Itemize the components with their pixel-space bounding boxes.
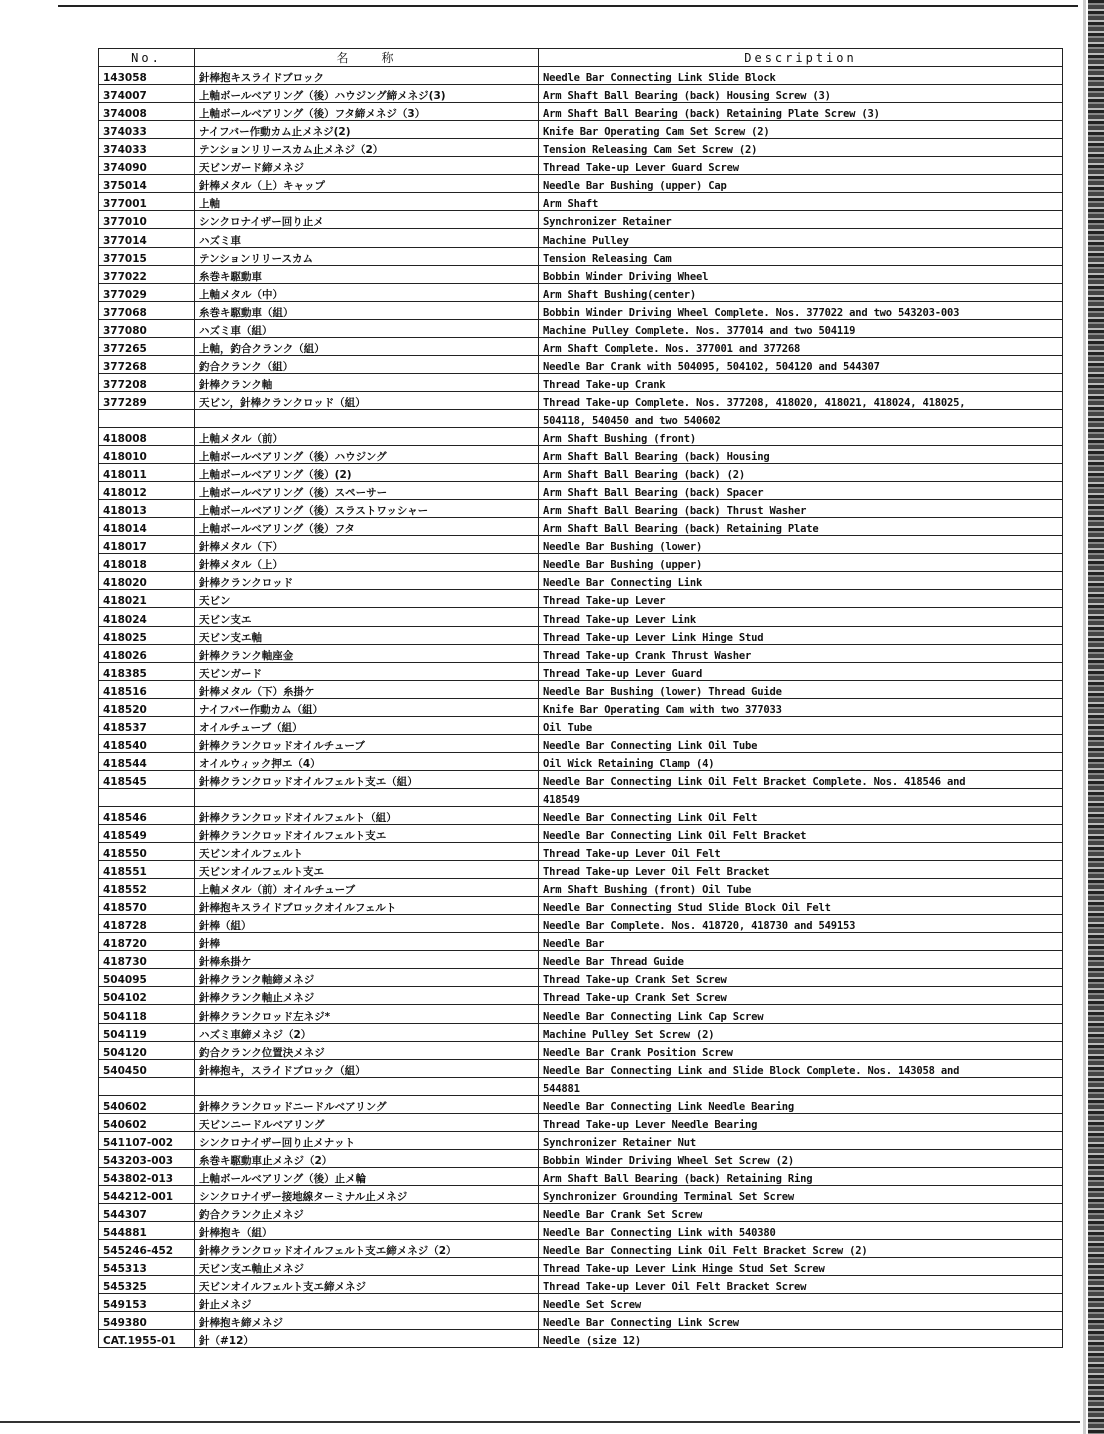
part-number-cell: 549380 [99,1312,195,1330]
table-row [99,1113,1063,1131]
description-cell: Needle Bar Connecting Link Oil Felt [539,806,1063,824]
japanese-name-cell: 針棒抱キ，スライドブロック（組） [195,1059,539,1077]
part-number-cell: 418720 [99,933,195,951]
table-row [99,464,1063,482]
description-cell: Synchronizer Grounding Terminal Set Screw [539,1185,1063,1203]
japanese-name-cell: 針棒抱キスライドブロックオイルフェルト [195,897,539,915]
table-row [99,1131,1063,1149]
part-number-cell: 377068 [99,301,195,319]
part-number-cell: 418540 [99,734,195,752]
description-cell: 418549 [539,788,1063,806]
description-cell: Needle Bar Crank Set Screw [539,1204,1063,1222]
japanese-name-cell: テンションリリースカム止メネジ（2） [195,139,539,157]
description-cell: Needle Bar Bushing (lower) [539,536,1063,554]
japanese-name-cell: ナイフバー作動カム（組） [195,698,539,716]
table-row [99,662,1063,680]
japanese-name-cell: 上軸ボールベアリング（後）ハウジング締メネジ(3) [195,85,539,103]
description-cell: Needle Bar Complete. Nos. 418720, 418730 and 549153 [539,915,1063,933]
japanese-name-cell: 針棒 [195,933,539,951]
table-row [99,1077,1063,1095]
parts-table [98,48,1063,1348]
part-number-cell: 418017 [99,536,195,554]
description-cell: Bobbin Winder Driving Wheel Complete. Nos. 377022 and two 543203-003 [539,301,1063,319]
japanese-name-cell: ナイフバー作動カム止メネジ(2) [195,121,539,139]
description-cell: Needle Bar Bushing (lower) Thread Guide [539,680,1063,698]
table-row [99,897,1063,915]
part-number-cell: 418546 [99,806,195,824]
table-row [99,590,1063,608]
japanese-name-cell: 針棒メタル（上）キャップ [195,175,539,193]
part-number-cell: 504120 [99,1041,195,1059]
description-cell: Needle Bar Connecting Link Cap Screw [539,1005,1063,1023]
description-cell: Machine Pulley Set Screw (2) [539,1023,1063,1041]
description-cell: Needle Bar Connecting Link Needle Bearing [539,1095,1063,1113]
japanese-name-cell [195,409,539,427]
table-row [99,698,1063,716]
part-number-cell: 377265 [99,337,195,355]
part-number-cell: 418730 [99,951,195,969]
scan-edge-shadow [1083,0,1086,1434]
part-number-cell: 374033 [99,139,195,157]
part-number-cell: 418024 [99,608,195,626]
top-rule [58,5,1078,7]
table-row [99,825,1063,843]
table-row [99,103,1063,121]
header-name: 名 称 [195,49,539,67]
description-cell: Arm Shaft Ball Bearing (back) Thrust Washer [539,500,1063,518]
part-number-cell: 545313 [99,1258,195,1276]
table-row [99,626,1063,644]
part-number-cell: 374090 [99,157,195,175]
table-row [99,734,1063,752]
part-number-cell: 374033 [99,121,195,139]
description-cell: Thread Take-up Crank Set Screw [539,987,1063,1005]
part-number-cell: 545325 [99,1276,195,1294]
table-row [99,969,1063,987]
japanese-name-cell [195,1077,539,1095]
part-number-cell: 504095 [99,969,195,987]
table-row [99,265,1063,283]
description-cell: Needle Bar Connecting Link with 540380 [539,1222,1063,1240]
description-cell: Needle Bar Connecting Link [539,572,1063,590]
part-number-cell: 540602 [99,1113,195,1131]
description-cell: Needle Bar Bushing (upper) [539,554,1063,572]
description-cell: Needle Bar Connecting Link Oil Felt Bracket Complete. Nos. 418546 and [539,770,1063,788]
part-number-cell: 377080 [99,319,195,337]
table-row [99,211,1063,229]
table-row [99,716,1063,734]
japanese-name-cell: 上軸メタル（前）オイルチューブ [195,879,539,897]
part-number-cell: 377208 [99,373,195,391]
japanese-name-cell: 針棒メタル（下） [195,536,539,554]
description-cell: Arm Shaft Ball Bearing (back) (2) [539,464,1063,482]
description-cell: Thread Take-up Lever Link Hinge Stud [539,626,1063,644]
description-cell: Thread Take-up Lever [539,590,1063,608]
description-cell: Needle Bar Thread Guide [539,951,1063,969]
table-row [99,193,1063,211]
description-cell: Tension Releasing Cam Set Screw (2) [539,139,1063,157]
description-cell: Needle Bar Connecting Link Oil Tube [539,734,1063,752]
description-cell: Thread Take-up Lever Oil Felt Bracket [539,861,1063,879]
part-number-cell: 374007 [99,85,195,103]
table-row [99,482,1063,500]
table-row [99,1222,1063,1240]
japanese-name-cell: 釣合クランク（組） [195,355,539,373]
japanese-name-cell: 針棒糸掛ケ [195,951,539,969]
table-row [99,1258,1063,1276]
description-cell: Synchronizer Retainer [539,211,1063,229]
table-row [99,229,1063,247]
japanese-name-cell: 糸巻キ駆動車止メネジ（2） [195,1149,539,1167]
japanese-name-cell: 針棒抱キ締メネジ [195,1312,539,1330]
description-cell: Arm Shaft [539,193,1063,211]
japanese-name-cell: シンクロナイザー回り止メナット [195,1131,539,1149]
table-row [99,157,1063,175]
part-number-cell: 544307 [99,1204,195,1222]
japanese-name-cell: 針棒クランクロッドニードルベアリング [195,1095,539,1113]
japanese-name-cell: テンションリリースカム [195,247,539,265]
japanese-name-cell: 針棒抱キ（組） [195,1222,539,1240]
japanese-name-cell: ハズミ車締メネジ（2） [195,1023,539,1041]
table-row [99,572,1063,590]
table-row [99,987,1063,1005]
japanese-name-cell: 針止メネジ [195,1294,539,1312]
table-row [99,1095,1063,1113]
japanese-name-cell: シンクロナイザー回り止メ [195,211,539,229]
japanese-name-cell: 天ビンガード締メネジ [195,157,539,175]
table-row [99,446,1063,464]
part-number-cell: 418020 [99,572,195,590]
part-number-cell: 504118 [99,1005,195,1023]
part-number-cell: 418551 [99,861,195,879]
table-row [99,770,1063,788]
part-number-cell: 418013 [99,500,195,518]
part-number-cell: 377289 [99,391,195,409]
japanese-name-cell: 針棒メタル（上） [195,554,539,572]
japanese-name-cell: 上軸，釣合クランク（組） [195,337,539,355]
table-row [99,536,1063,554]
part-number-cell: 418011 [99,464,195,482]
description-cell: Thread Take-up Crank [539,373,1063,391]
japanese-name-cell: 針棒クランク軸 [195,373,539,391]
part-number-cell: 418520 [99,698,195,716]
japanese-name-cell: 上軸 [195,193,539,211]
table-row [99,121,1063,139]
description-cell: Knife Bar Operating Cam Set Screw (2) [539,121,1063,139]
table-row [99,500,1063,518]
table-row [99,409,1063,427]
description-cell: Needle Bar Crank with 504095, 504102, 504120 and 544307 [539,355,1063,373]
table-row [99,554,1063,572]
table-row [99,1149,1063,1167]
japanese-name-cell: 針棒クランクロッドオイルフェルト支エ締メネジ（2） [195,1240,539,1258]
table-row [99,788,1063,806]
part-number-cell: 544212-001 [99,1185,195,1203]
table-row [99,355,1063,373]
part-number-cell: 418545 [99,770,195,788]
description-cell: Needle Bar Crank Position Screw [539,1041,1063,1059]
part-number-cell: 377268 [99,355,195,373]
description-cell: Machine Pulley Complete. Nos. 377014 and two 504119 [539,319,1063,337]
part-number-cell: 374008 [99,103,195,121]
description-cell: Machine Pulley [539,229,1063,247]
description-cell: Thread Take-up Lever Oil Felt [539,843,1063,861]
description-cell: Thread Take-up Complete. Nos. 377208, 418020, 418021, 418024, 418025, [539,391,1063,409]
part-number-cell: 377029 [99,283,195,301]
table-row [99,67,1063,85]
japanese-name-cell: 針棒クランク軸締メネジ [195,969,539,987]
part-number-cell: 543203-003 [99,1149,195,1167]
table-row [99,879,1063,897]
description-cell: Thread Take-up Lever Needle Bearing [539,1113,1063,1131]
description-cell: Arm Shaft Ball Bearing (back) Retaining Ring [539,1167,1063,1185]
description-cell: Needle (size 12) [539,1330,1063,1348]
table-row [99,915,1063,933]
japanese-name-cell: 上軸ボールベアリング（後）フタ [195,518,539,536]
table-row [99,1005,1063,1023]
part-number-cell: 418570 [99,897,195,915]
part-number-cell: 418385 [99,662,195,680]
table-row [99,608,1063,626]
description-cell: Oil Wick Retaining Clamp (4) [539,752,1063,770]
part-number-cell: 418537 [99,716,195,734]
description-cell: Arm Shaft Bushing (front) Oil Tube [539,879,1063,897]
description-cell: Synchronizer Retainer Nut [539,1131,1063,1149]
description-cell: Arm Shaft Ball Bearing (back) Spacer [539,482,1063,500]
part-number-cell: 418008 [99,427,195,445]
table-row [99,337,1063,355]
part-number-cell: 504102 [99,987,195,1005]
japanese-name-cell: 上軸ボールベアリング（後）止メ輪 [195,1167,539,1185]
table-row [99,1240,1063,1258]
part-number-cell: 541107-002 [99,1131,195,1149]
part-number-cell: 143058 [99,67,195,85]
part-number-cell: 418010 [99,446,195,464]
part-number-cell: 418550 [99,843,195,861]
description-cell: Thread Take-up Lever Guard [539,662,1063,680]
part-number-cell: 545246-452 [99,1240,195,1258]
japanese-name-cell: ハズミ車 [195,229,539,247]
part-number-cell: 544881 [99,1222,195,1240]
description-cell: Thread Take-up Lever Link [539,608,1063,626]
part-number-cell: 377014 [99,229,195,247]
table-row [99,319,1063,337]
table-row [99,1276,1063,1294]
part-number-cell: 549153 [99,1294,195,1312]
japanese-name-cell: 上軸ボールベアリング（後）ハウジング [195,446,539,464]
table-row [99,139,1063,157]
part-number-cell [99,788,195,806]
table-header-row [99,49,1063,67]
table-row [99,1294,1063,1312]
part-number-cell: 418021 [99,590,195,608]
part-number-cell: 418014 [99,518,195,536]
japanese-name-cell: 針棒クランクロッド左ネジ* [195,1005,539,1023]
description-cell: Arm Shaft Ball Bearing (back) Retaining Plate Screw (3) [539,103,1063,121]
japanese-name-cell: 天ビン支エ [195,608,539,626]
part-number-cell: 418544 [99,752,195,770]
japanese-name-cell: 針棒（組） [195,915,539,933]
japanese-name-cell: 天ビンオイルフェルト支エ締メネジ [195,1276,539,1294]
part-number-cell: 540450 [99,1059,195,1077]
description-cell: Arm Shaft Bushing (front) [539,427,1063,445]
table-row [99,1185,1063,1203]
japanese-name-cell: 針棒クランクロッドオイルフェルト支エ（組） [195,770,539,788]
japanese-name-cell: 天ビン支エ軸止メネジ [195,1258,539,1276]
japanese-name-cell: 天ビン，針棒クランクロッド（組） [195,391,539,409]
part-number-cell: 543802-013 [99,1167,195,1185]
japanese-name-cell: 糸巻キ駆動車（組） [195,301,539,319]
table-row [99,427,1063,445]
japanese-name-cell: 上軸ボールベアリング（後）(2) [195,464,539,482]
japanese-name-cell: 天ビンオイルフェルト [195,843,539,861]
table-row [99,373,1063,391]
japanese-name-cell: 針棒メタル（下）糸掛ケ [195,680,539,698]
part-number-cell: 418012 [99,482,195,500]
table-row [99,1312,1063,1330]
japanese-name-cell: 天ビン [195,590,539,608]
table-row [99,806,1063,824]
japanese-name-cell: 天ビンガード [195,662,539,680]
description-cell: Tension Releasing Cam [539,247,1063,265]
part-number-cell: 418728 [99,915,195,933]
description-cell: 544881 [539,1077,1063,1095]
table-row [99,391,1063,409]
japanese-name-cell [195,788,539,806]
description-cell: Needle Set Screw [539,1294,1063,1312]
table-row [99,933,1063,951]
header-no: No. [99,49,195,67]
table-row [99,1204,1063,1222]
part-number-cell: 377022 [99,265,195,283]
japanese-name-cell: 針棒抱キスライドブロック [195,67,539,85]
japanese-name-cell: 上軸メタル（中） [195,283,539,301]
table-row [99,247,1063,265]
description-cell: Arm Shaft Ball Bearing (back) Housing [539,446,1063,464]
description-cell: Thread Take-up Lever Oil Felt Bracket Screw [539,1276,1063,1294]
japanese-name-cell: 針（#12） [195,1330,539,1348]
description-cell: Needle Bar Connecting Link Slide Block [539,67,1063,85]
japanese-name-cell: 釣合クランク位置決メネジ [195,1041,539,1059]
part-number-cell: 418516 [99,680,195,698]
japanese-name-cell: オイルウィック押エ（4） [195,752,539,770]
part-number-cell: 377015 [99,247,195,265]
scan-edge [1088,0,1104,1434]
description-cell: Needle Bar Connecting Link and Slide Block Complete. Nos. 143058 and [539,1059,1063,1077]
table-row [99,1041,1063,1059]
part-number-cell: 377001 [99,193,195,211]
japanese-name-cell: 上軸ボールベアリング（後）スラストワッシャー [195,500,539,518]
japanese-name-cell: 天ビン支エ軸 [195,626,539,644]
part-number-cell: 418025 [99,626,195,644]
description-cell: Thread Take-up Lever Guard Screw [539,157,1063,175]
description-cell: Arm Shaft Ball Bearing (back) Housing Screw (3) [539,85,1063,103]
part-number-cell: 377010 [99,211,195,229]
japanese-name-cell: 針棒クランクロッドオイルフェルト（組） [195,806,539,824]
description-cell: Arm Shaft Complete. Nos. 377001 and 377268 [539,337,1063,355]
description-cell: Arm Shaft Ball Bearing (back) Retaining Plate [539,518,1063,536]
part-number-cell: 418026 [99,644,195,662]
part-number-cell: 418552 [99,879,195,897]
description-cell: Bobbin Winder Driving Wheel [539,265,1063,283]
table-row [99,951,1063,969]
part-number-cell: CAT.1955-01 [99,1330,195,1348]
japanese-name-cell: 針棒クランクロッドオイルチューブ [195,734,539,752]
part-number-cell [99,1077,195,1095]
description-cell: Needle Bar Connecting Link Screw [539,1312,1063,1330]
description-cell: Oil Tube [539,716,1063,734]
table-row [99,85,1063,103]
japanese-name-cell: 天ビンニードルベアリング [195,1113,539,1131]
japanese-name-cell: 釣合クランク止メネジ [195,1204,539,1222]
table-row [99,680,1063,698]
table-row [99,175,1063,193]
part-number-cell: 418018 [99,554,195,572]
description-cell: Needle Bar [539,933,1063,951]
japanese-name-cell: 天ビンオイルフェルト支エ [195,861,539,879]
description-cell: Needle Bar Connecting Stud Slide Block Oil Felt [539,897,1063,915]
description-cell: Bobbin Winder Driving Wheel Set Screw (2) [539,1149,1063,1167]
japanese-name-cell: シンクロナイザー接地線ターミナル止メネジ [195,1185,539,1203]
table-row [99,301,1063,319]
part-number-cell: 504119 [99,1023,195,1041]
part-number-cell: 375014 [99,175,195,193]
japanese-name-cell: 糸巻キ駆動車 [195,265,539,283]
description-cell: Knife Bar Operating Cam with two 377033 [539,698,1063,716]
part-number-cell: 540602 [99,1095,195,1113]
description-cell: Thread Take-up Lever Link Hinge Stud Set Screw [539,1258,1063,1276]
japanese-name-cell: 針棒クランクロッドオイルフェルト支エ [195,825,539,843]
japanese-name-cell: 針棒クランクロッド [195,572,539,590]
table-row [99,1167,1063,1185]
description-cell: Arm Shaft Bushing(center) [539,283,1063,301]
japanese-name-cell: 針棒クランク軸座金 [195,644,539,662]
description-cell: Thread Take-up Crank Thrust Washer [539,644,1063,662]
description-cell: 504118, 540450 and two 540602 [539,409,1063,427]
part-number-cell [99,409,195,427]
japanese-name-cell: オイルチューブ（組） [195,716,539,734]
japanese-name-cell: 上軸ボールベアリング（後）スペーサー [195,482,539,500]
description-cell: Needle Bar Connecting Link Oil Felt Bracket Screw (2) [539,1240,1063,1258]
parts-table-body [99,67,1063,1348]
table-row [99,1330,1063,1348]
description-cell: Needle Bar Bushing (upper) Cap [539,175,1063,193]
table-row [99,752,1063,770]
bottom-rule [0,1421,1080,1423]
japanese-name-cell: ハズミ車（組） [195,319,539,337]
description-cell: Thread Take-up Crank Set Screw [539,969,1063,987]
table-row [99,283,1063,301]
table-row [99,861,1063,879]
table-row [99,1023,1063,1041]
description-cell: Needle Bar Connecting Link Oil Felt Bracket [539,825,1063,843]
table-row [99,1059,1063,1077]
japanese-name-cell: 針棒クランク軸止メネジ [195,987,539,1005]
japanese-name-cell: 上軸ボールベアリング（後）フタ締メネジ（3） [195,103,539,121]
header-description: Description [539,49,1063,67]
table-row [99,644,1063,662]
table-row [99,518,1063,536]
japanese-name-cell: 上軸メタル（前） [195,427,539,445]
table-row [99,843,1063,861]
part-number-cell: 418549 [99,825,195,843]
